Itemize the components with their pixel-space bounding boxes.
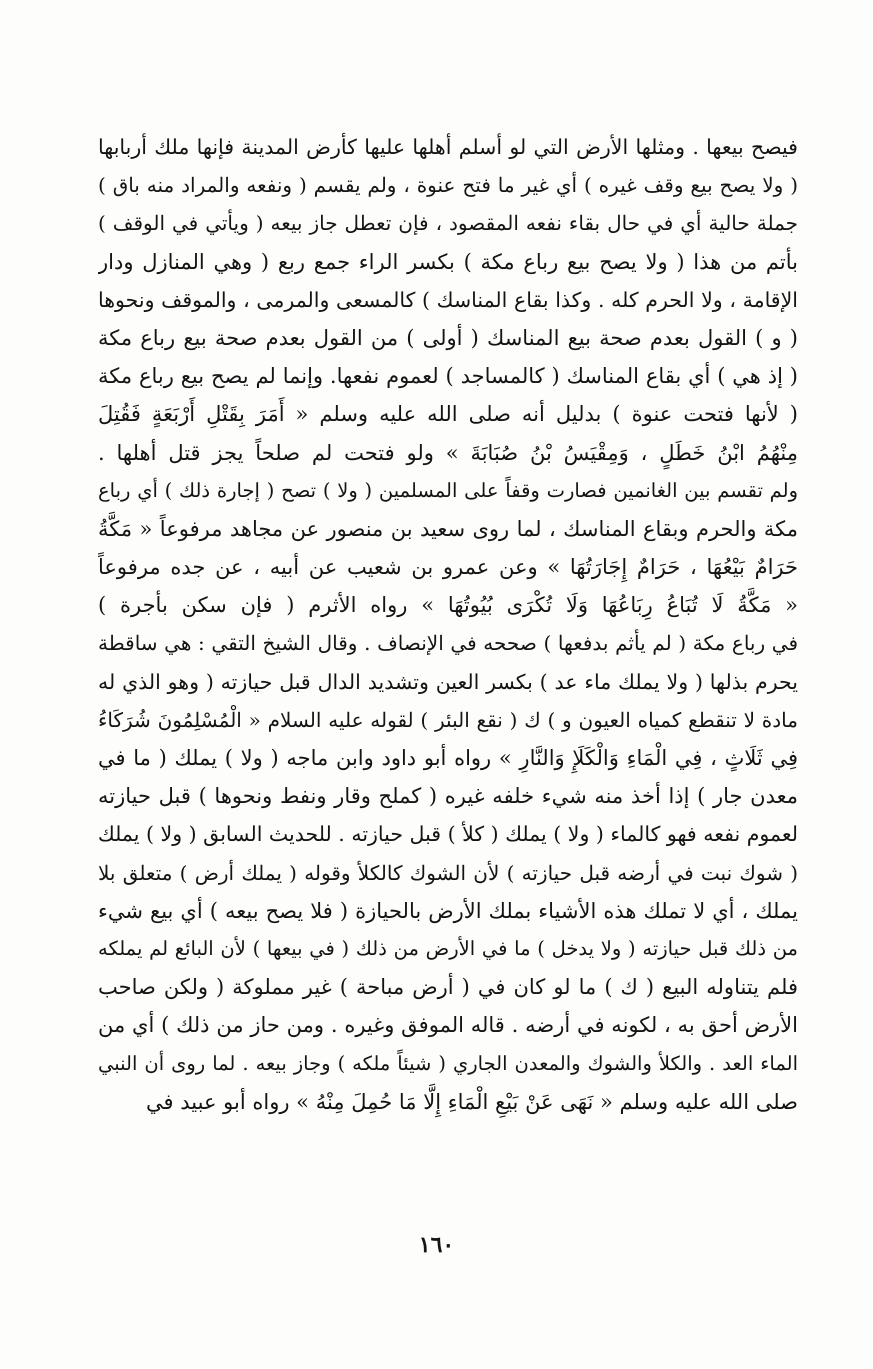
text-line: صلى الله عليه وسلم « نَهَى عَنْ بَيْعِ الْمَاءِ إِلَّا مَا حُمِلَ مِنْهُ » رواه أبو عبيد في [146,1089,798,1114]
text-line: مادة لا تنقطع كمياه العيون و ) ك ( نقع البئر ) لقوله عليه السلام « الْمُسْلِمُونَ شُرَكَاءُ [98,707,798,732]
text-line: مِنْهُمُ ابْنُ خَطَلٍ ، وَمِقْيَسُ بْنُ صُبَابَةَ » ولو فتحت لم صلحاً يجز قتل أهلها . [98,440,798,465]
text-line: يملك ، أي لا تملك هذه الأشياء بملك الأرض بالحيازة ( فلا يصح بيعه ) أي بيع شيء [98,898,798,923]
text-line: ( لأنها فتحت عنوة ) بدليل أنه صلى الله عليه وسلم « أَمَرَ بِقَتْلِ أَرْبَعَةٍ فَقُتِلَ [98,402,798,427]
text-line: ( ولا يصح بيع وقف غيره ) أي غير ما فتح عنوة ، ولم يقسم ( ونفعه والمراد منه باق ) [98,173,798,198]
text-line: فلم يتناوله البيع ( ك ) ما لو كان في ( أرض مباحة ) غير مملوكة ( ولكن صاحب [98,975,798,1000]
text-line: يحرم بذلها ( ولا يملك ماء عد ) بكسر العين وتشديد الدال قبل حيازته ( وهو الذي له [98,669,798,694]
page-number: ١٦٠ [418,1232,455,1258]
text-line: الماء العد . والكلأ والشوك والمعدن الجاري ( شيئاً ملكه ) وجاز بيعه . لما روى أن النبي [98,1051,798,1075]
text-line: في رباع مكة ( لم يأثم بدفعها ) صححه في الإنصاف . وقال الشيخ التقي : هي ساقطة [98,631,798,656]
text-line: الأرض أحق به ، لكونه في أرضه . قاله الموفق وغيره . ومن حاز من ذلك ) أي من [98,1013,798,1038]
text-line: ولم تقسم بين الغانمين فصارت وقفاً على المسلمين ( ولا ) تصح ( إجارة ذلك ) أي رباع [98,478,798,502]
text-line: جملة حالية أي في حال بقاء نفعه المقصود ، فإن تعطل جاز بيعه ( ويأتي في الوقف ) [98,211,798,236]
text-line: فيصح بيعها . ومثلها الأرض التي لو أسلم أهلها عليها كأرض المدينة فإنها ملك أربابها [98,135,798,159]
text-line: الإقامة ، ولا الحرم كله . وكذا بقاع المناسك ) كالمسعى والمرمى ، والموقف ونحوها [98,287,798,312]
text-line: ( و ) القول بعدم صحة بيع المناسك ( أولى ) من القول بعدم صحة بيع رباع مكة [98,325,798,350]
text-line: مكة والحرم وبقاع المناسك ، لما روى سعيد بن منصور عن مجاهد مرفوعاً « مَكَّةُ [98,516,798,541]
text-line: « مَكَّةُ لَا تُبَاعُ رِبَاعُهَا وَلَا تُكْرَى بُيُوتُهَا » رواه الأثرم ( فإن سكن بأجرة ) [98,593,798,618]
text-line: فِي ثَلَاثٍ ، فِي الْمَاءِ وَالْكَلَإِ وَالنَّارِ » رواه أبو داود وابن ماجه ( ولا ) يملك ( ما في [98,746,798,770]
text-line: من ذلك قبل حيازته ( ولا يدخل ) ما في الأرض من ذلك ( في بيعها ) لأن البائع لم يملكه [98,936,798,960]
text-line: ( إذ هي ) أي بقاع المناسك ( كالمساجد ) لعموم نفعها. وإنما لم يصح بيع رباع مكة [98,364,798,389]
body-text [98,128,798,1121]
text-line: بأتم من هذا ( ولا يصح بيع رباع مكة ) بكسر الراء جمع ربع ( وهي المنازل ودار [98,249,798,274]
text-line: ( شوك نبت في أرضه قبل حيازته ) لأن الشوك كالكلأ وقوله ( يملك أرض ) متعلق بلا [98,860,798,885]
text-line: معدن جار ) إذا أخذ منه شيء خلفه غيره ( كملح وقار ونفط ونحوها ) قبل حيازته [98,784,798,809]
text-line: لعموم نفعه فهو كالماء ( ولا ) يملك ( كلأ ) قبل حيازته . للحديث السابق ( ولا ) يملك [98,822,798,847]
text-line: حَرَامٌ بَيْعُهَا ، حَرَامٌ إِجَارَتُهَا » وعن عمرو بن شعيب عن أبيه ، عن جده مرفوعاً [98,555,798,580]
